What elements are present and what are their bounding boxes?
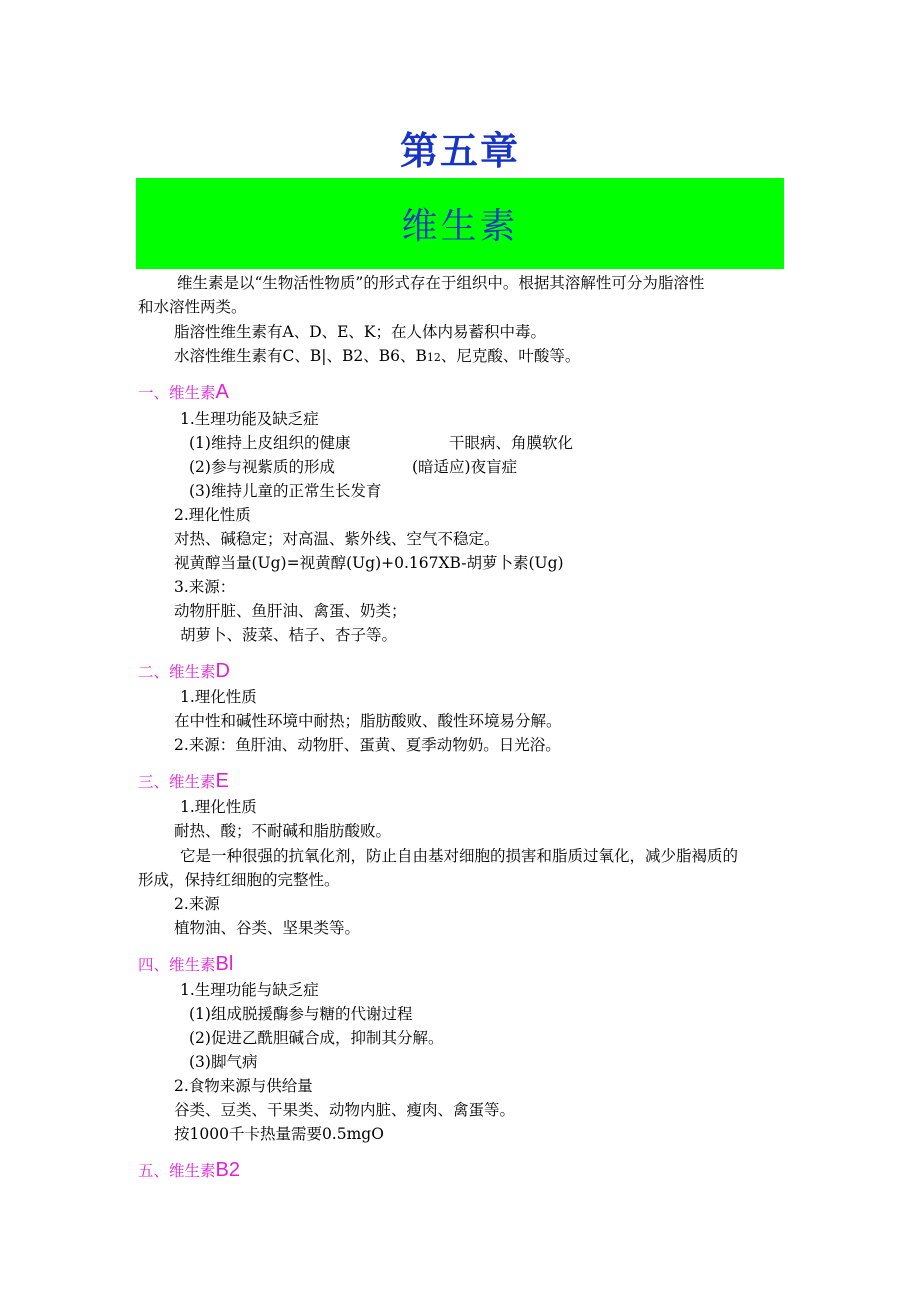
section-b2-prefix: 五、维生素 [138, 1162, 216, 1180]
e-property-1: 耐热、酸；不耐碱和脂肪酸败。 [174, 822, 392, 840]
section-b2-letter: B2 [215, 1159, 240, 1181]
intro-line-4-a: 水溶性维生素有C、B|、B2、B6、B [174, 347, 427, 365]
section-e-letter: E [215, 770, 229, 792]
e-source-1: 植物油、谷类、坚果类等。 [174, 919, 361, 937]
b1-item-2: 2.食物来源与供给量 [174, 1077, 313, 1095]
b1-function-2: (2)促进乙酰胆碱合成，抑制其分解。 [189, 1029, 444, 1047]
a-item-1: 1.生理功能及缺乏症 [180, 410, 319, 428]
intro-line-4 [174, 345, 580, 369]
a-property-1: 对热、碱稳定；对高温、紫外线、空气不稳定。 [174, 530, 500, 548]
intro-line-4-b: 、尼克酸、叶酸等。 [440, 347, 581, 365]
a-item-3: 3.来源： [174, 578, 236, 596]
section-e-prefix: 三、维生素 [138, 773, 216, 791]
section-d-prefix: 二、维生素 [138, 663, 216, 681]
b1-function-1: (1)组成脱援酶参与糖的代谢过程 [189, 1005, 413, 1023]
chapter-title: 第五章 [399, 128, 520, 173]
section-b1-letter: Bl [215, 953, 234, 975]
section-d-letter: D [215, 660, 230, 682]
section-heading-b1 [138, 953, 233, 976]
section-heading-e [138, 770, 229, 793]
b1-source-1: 谷类、豆类、干果类、动物内脏、瘦肉、禽蛋等。 [174, 1101, 516, 1119]
a-property-2: 视黄醇当量(Ug)=视黄醇(Ug)+0.167XB-胡萝卜素(Ug) [174, 554, 564, 572]
d-item-2: 2.来源：鱼肝油、动物肝、蛋黄、夏季动物奶。日光浴。 [174, 736, 561, 754]
intro-line-3: 脂溶性维生素有A、D、E、K；在人体内易蓄积中毒。 [174, 323, 547, 341]
section-heading-d [138, 660, 230, 683]
section-a-prefix: 一、维生素 [138, 384, 216, 402]
e-property-3: 形成，保持红细胞的完整性。 [138, 871, 340, 889]
section-heading-b2 [138, 1159, 240, 1182]
b1-item-1: 1.生理功能与缺乏症 [180, 981, 319, 999]
e-item-1: 1.理化性质 [180, 798, 257, 816]
section-b1-prefix: 四、维生素 [138, 956, 216, 974]
title-banner [136, 178, 784, 269]
d-item-1: 1.理化性质 [180, 688, 257, 706]
section-a-letter: A [215, 381, 229, 403]
banner-title: 维生素 [401, 206, 519, 247]
d-property-1: 在中性和碱性环境中耐热；脂肪酸败、酸性环境易分解。 [174, 712, 562, 730]
intro-line-1: 维生素是以“生物活性物质”的形式存在于组织中。根据其溶解性可分为脂溶性 [177, 274, 705, 292]
b1-function-3: (3)脚气病 [189, 1053, 258, 1071]
a-function-3: (3)维持儿童的正常生长发育 [189, 482, 382, 500]
a-deficiency-2: (暗适应)夜盲症 [412, 458, 518, 476]
a-source-2: 胡萝卜、菠菜、桔子、杏子等。 [180, 626, 398, 644]
intro-line-2: 和水溶性两类。 [138, 298, 247, 316]
a-function-1: (1)维持上皮组织的健康 [189, 434, 351, 452]
e-item-2: 2.来源 [174, 895, 220, 913]
section-heading-a [138, 381, 229, 404]
b1-source-2: 按1000千卡热量需要0.5mgO [174, 1125, 384, 1143]
subscript-12: 12 [426, 351, 441, 364]
a-function-2: (2)参与视紫质的形成 [189, 458, 335, 476]
a-deficiency-1: 干眼病、角膜软化 [449, 434, 574, 452]
a-item-2: 2.理化性质 [174, 506, 251, 524]
a-source-1: 动物肝脏、鱼肝油、禽蛋、奶类； [174, 602, 407, 620]
e-property-2: 它是一种很强的抗氧化剂，防止自由基对细胞的损害和脂质过氧化，减少脂褐质的 [180, 847, 739, 865]
